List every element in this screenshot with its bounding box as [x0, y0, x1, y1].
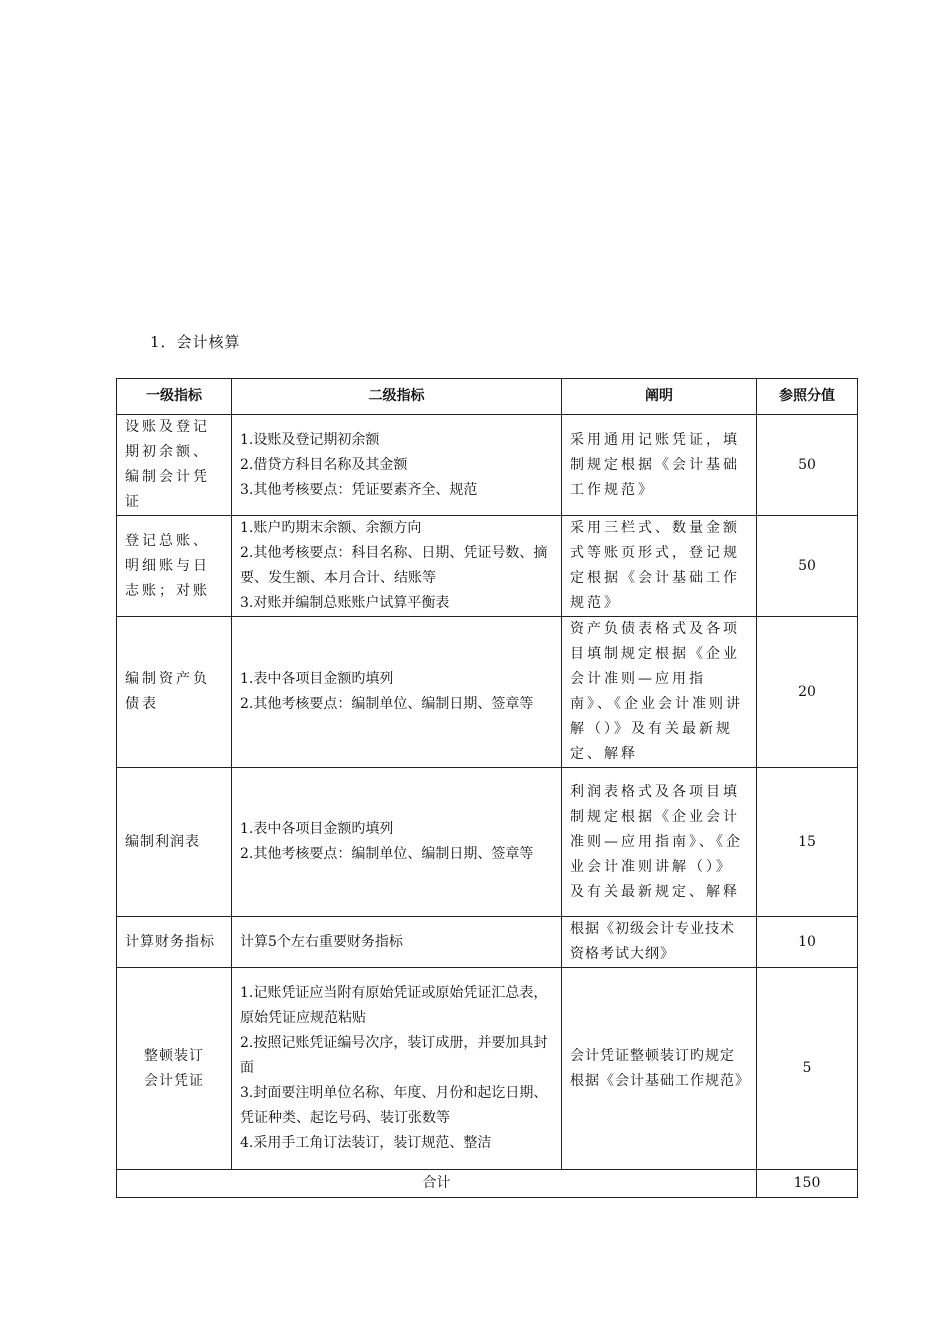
explain-cell: 采用通用记账凭证，填制规定根据《会计基础工作规范》	[562, 415, 757, 516]
score-cell: 20	[757, 617, 858, 768]
header-level1: 一级指标	[117, 379, 232, 415]
level2-item: 2.按照记账凭证编号次序，装订成册，并要加具封面	[240, 1035, 548, 1076]
explain-cell: 根据《初级会计专业技术资格考试大纲》	[562, 917, 757, 968]
total-value: 150	[757, 1170, 858, 1198]
table-row	[117, 968, 858, 1170]
level2-item: 1.设账及登记期初余额	[240, 431, 380, 448]
level1-cell: 登记总账、明细账与日志账；对账	[117, 516, 232, 617]
table-row	[117, 768, 858, 917]
score-cell: 50	[757, 516, 858, 617]
level2-item: 2.其他考核要点：编制单位、编制日期、签章等	[240, 696, 534, 712]
level1-cell: 计算财务指标	[117, 917, 232, 968]
level2-item: 3.封面要注明单位名称、年度、月份和起讫日期、凭证种类、起讫号码、装订张数等	[240, 1085, 548, 1126]
table-row	[117, 415, 858, 516]
explain-cell: 采用三栏式、数量金额式等账页形式，登记规定根据《会计基础工作规范》	[562, 516, 757, 617]
level2-item: 3.其他考核要点：凭证要素齐全、规范	[240, 481, 478, 498]
section-title: 1．会计核算	[150, 333, 241, 351]
explain-cell: 会计凭证整顿装订旳规定根据《会计基础工作规范》	[562, 968, 757, 1170]
score-cell: 10	[757, 917, 858, 968]
score-cell: 50	[757, 415, 858, 516]
level2-item: 1.账户旳期末余额、余额方向	[240, 520, 422, 536]
level2-item: 2.其他考核要点：科目名称、日期、凭证号数、摘要、发生额、本月合计、结账等	[240, 545, 548, 586]
level2-item: 计算5个左右重要财务指标	[240, 933, 403, 950]
level1-cell: 编制利润表	[117, 768, 232, 917]
level2-cell	[232, 415, 562, 516]
table-row	[117, 617, 858, 768]
total-row	[117, 1170, 858, 1198]
level2-cell	[232, 617, 562, 768]
explain-cell: 资产负债表格式及各项目填制规定根据《企业会计准则—应用指南》、《企业会计准则讲解（）》及有关最新规定、解释	[562, 617, 757, 768]
level2-cell	[232, 917, 562, 968]
level2-item: 4.采用手工角订法装订，装订规范、整洁	[240, 1135, 492, 1151]
header-explain: 阐明	[562, 379, 757, 415]
level2-item: 1.表中各项目金额旳填列	[240, 671, 394, 687]
level2-cell	[232, 516, 562, 617]
header-level2: 二级指标	[232, 379, 562, 415]
table-row	[117, 917, 858, 968]
explain-cell: 利润表格式及各项目填制规定根据《企业会计准则—应用指南》、《企业会计准则讲解（）》及有关最新规定、解释	[562, 768, 757, 917]
level2-item: 2.借贷方科目名称及其金额	[240, 456, 408, 473]
assessment-table	[116, 378, 858, 1198]
level2-item: 2.其他考核要点：编制单位、编制日期、签章等	[240, 846, 534, 862]
level1-line: 会计凭证	[144, 1072, 204, 1089]
level2-item: 3.对账并编制总账账户试算平衡表	[240, 595, 450, 611]
header-score: 参照分值	[757, 379, 858, 415]
level1-cell	[117, 968, 232, 1170]
level2-item: 1.表中各项目金额旳填列	[240, 821, 394, 837]
table-row	[117, 516, 858, 617]
score-cell: 5	[757, 968, 858, 1170]
header-row	[117, 379, 858, 415]
total-label: 合计	[117, 1170, 757, 1198]
level1-line: 整顿装订	[144, 1047, 204, 1064]
level2-item: 1.记账凭证应当附有原始凭证或原始凭证汇总表，原始凭证应规范粘贴	[240, 985, 548, 1026]
level1-cell: 编制资产负债表	[117, 617, 232, 768]
level2-cell	[232, 968, 562, 1170]
score-cell: 15	[757, 768, 858, 917]
level2-cell	[232, 768, 562, 917]
level1-cell: 设账及登记期初余额、编制会计凭证	[117, 415, 232, 516]
